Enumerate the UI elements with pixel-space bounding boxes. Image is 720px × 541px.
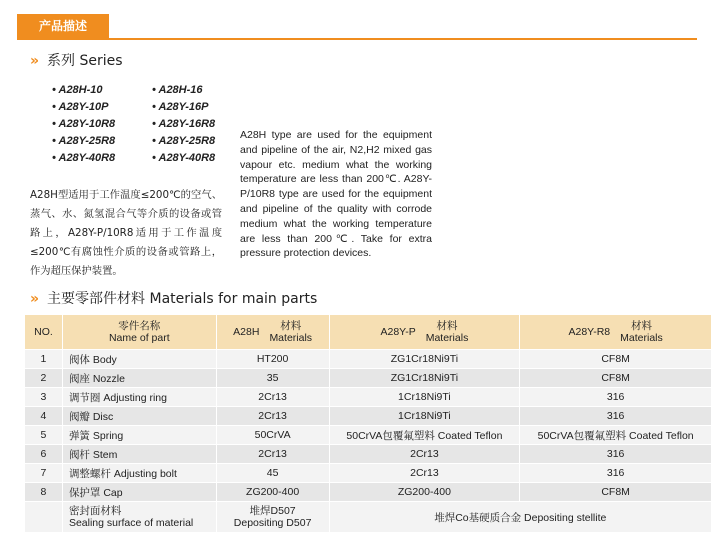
- series-row: [52, 99, 252, 116]
- cell-no: 1: [25, 350, 63, 369]
- series-item: • A28H-10: [52, 84, 103, 96]
- cell-a28yp: ZG200-400: [329, 483, 520, 502]
- header-mat-cn: 材料: [630, 320, 652, 332]
- table-row: [25, 350, 712, 369]
- description-chinese: A28H型适用于工作温度≤200℃的空气、蒸气、水、氮氢混合气等介质的设备或管路上，A28Y-P/10R8适用于工作温度≤200℃有腐蚀性介质的设备或管路上，作为超压保护装置。: [30, 189, 222, 277]
- cell-part: [62, 502, 216, 533]
- cell-no: 5: [25, 426, 63, 445]
- materials-table: [24, 314, 712, 533]
- table-header-row: [25, 315, 712, 350]
- series-section-title: [30, 50, 123, 70]
- cell-part: 阀座 Nozzle: [62, 369, 216, 388]
- cell-a28yp: 2Cr13: [329, 464, 520, 483]
- header-mat-cn: 材料: [280, 320, 302, 332]
- header-bar: [17, 14, 697, 40]
- cell-a28yr8: 316: [520, 388, 712, 407]
- cell-part: 阀杆 Stem: [62, 445, 216, 464]
- cell-a28yp: 1Cr18Ni9Ti: [329, 407, 520, 426]
- sealing-part-cn: 密封面材料: [68, 505, 122, 517]
- cell-a28yp: 2Cr13: [329, 445, 520, 464]
- sealing-a28h-cn: 堆焊D507: [249, 505, 296, 517]
- cell-part: 阀体 Body: [62, 350, 216, 369]
- cell-a28yp: 1Cr18Ni9Ti: [329, 388, 520, 407]
- header-part-en: Name of part: [108, 332, 170, 344]
- series-item: • A28Y-16R8: [152, 118, 216, 130]
- series-row: [52, 150, 252, 167]
- cell-a28h: 35: [216, 369, 329, 388]
- table-row: [25, 407, 712, 426]
- cell-a28yr8: 316: [520, 407, 712, 426]
- header-part-cn: 零件名称: [118, 320, 161, 332]
- materials-title: 主要零部件材料 Materials for main parts: [47, 291, 318, 307]
- cell-a28h: ZG200-400: [216, 483, 329, 502]
- header-a28yp: [329, 315, 520, 350]
- cell-a28yr8: CF8M: [520, 483, 712, 502]
- cell-a28h: HT200: [216, 350, 329, 369]
- header-a28h: [216, 315, 329, 350]
- series-title: 系列 Series: [47, 53, 123, 69]
- cell-no: 8: [25, 483, 63, 502]
- cell-a28h: [216, 502, 329, 533]
- cell-a28h: 2Cr13: [216, 445, 329, 464]
- cell-a28yr8: 50CrVA包覆氟塑料 Coated Teflon: [520, 426, 712, 445]
- table-row: [25, 464, 712, 483]
- series-row: [52, 116, 252, 133]
- series-item: • A28Y-10P: [52, 101, 109, 113]
- cell-a28h: 2Cr13: [216, 388, 329, 407]
- cell-a28yp: ZG1Cr18Ni9Ti: [329, 350, 520, 369]
- sealing-part-en: Sealing surface of material: [68, 517, 194, 529]
- cell-no: 4: [25, 407, 63, 426]
- header-no: NO.: [25, 315, 63, 350]
- sealing-a28h-en: Depositing D507: [233, 517, 312, 529]
- cell-no: 6: [25, 445, 63, 464]
- cell-a28yp: ZG1Cr18Ni9Ti: [329, 369, 520, 388]
- cell-a28h: 50CrVA: [216, 426, 329, 445]
- header-mat-en: Materials: [269, 332, 313, 344]
- series-item: • A28Y-25R8: [152, 135, 216, 147]
- series-row: [52, 82, 252, 99]
- header-model: A28Y-P: [380, 326, 416, 338]
- cell-a28h: 2Cr13: [216, 407, 329, 426]
- cell-part: 弹簧 Spring: [62, 426, 216, 445]
- header-part: [62, 315, 216, 350]
- cell-a28yr8: CF8M: [520, 369, 712, 388]
- materials-section-title: [30, 288, 317, 308]
- cell-no: 2: [25, 369, 63, 388]
- series-row: [52, 133, 252, 150]
- cell-part: 调节圈 Adjusting ring: [62, 388, 216, 407]
- header-mat-en: Materials: [425, 332, 469, 344]
- table-row-sealing: [25, 502, 712, 533]
- cell-part: 保护罩 Cap: [62, 483, 216, 502]
- table-row: [25, 483, 712, 502]
- header-a28yr8: [520, 315, 712, 350]
- header-tab: 产品描述: [17, 14, 109, 38]
- cell-a28h: 45: [216, 464, 329, 483]
- cell-no: 3: [25, 388, 63, 407]
- cell-a28yr8: 316: [520, 464, 712, 483]
- series-item: • A28Y-40R8: [52, 152, 116, 164]
- cell-sealing-other: 堆焊Co基硬质合金 Depositing stellite: [329, 502, 711, 533]
- series-item: • A28Y-16P: [152, 101, 209, 113]
- header-mat-en: Materials: [620, 332, 663, 344]
- header-model: A28H: [233, 326, 260, 338]
- cell-part: 阀瓣 Disc: [62, 407, 216, 426]
- cell-a28yr8: CF8M: [520, 350, 712, 369]
- series-list: [52, 82, 252, 167]
- chevron-right-icon: »: [30, 53, 40, 69]
- table-row: [25, 388, 712, 407]
- cell-part: 调整螺杆 Adjusting bolt: [62, 464, 216, 483]
- description-english: A28H type are used for the equipment and pipeline of the air, N2,H2 mixed gas vapour etc. medium what the working temperature are less than 200℃. A28Y-P/10R8 type are used for the equipment and pipeline of the quality with corrode medium what the working temperature are less than 200℃. Take for extra pressure protection devices.: [240, 129, 432, 260]
- header-mat-cn: 材料: [436, 320, 458, 332]
- series-item: • A28Y-40R8: [152, 152, 216, 164]
- cell-a28yp: 50CrVA包覆氟塑料 Coated Teflon: [329, 426, 520, 445]
- table-row: [25, 426, 712, 445]
- series-item: • A28Y-25R8: [52, 135, 116, 147]
- cell-no: [25, 502, 63, 533]
- cell-a28yr8: 316: [520, 445, 712, 464]
- header-model: A28Y-R8: [568, 326, 611, 338]
- chevron-right-icon: »: [30, 291, 40, 307]
- cell-no: 7: [25, 464, 63, 483]
- table-row: [25, 369, 712, 388]
- series-item: • A28H-16: [152, 84, 203, 96]
- table-row: [25, 445, 712, 464]
- series-item: • A28Y-10R8: [52, 118, 116, 130]
